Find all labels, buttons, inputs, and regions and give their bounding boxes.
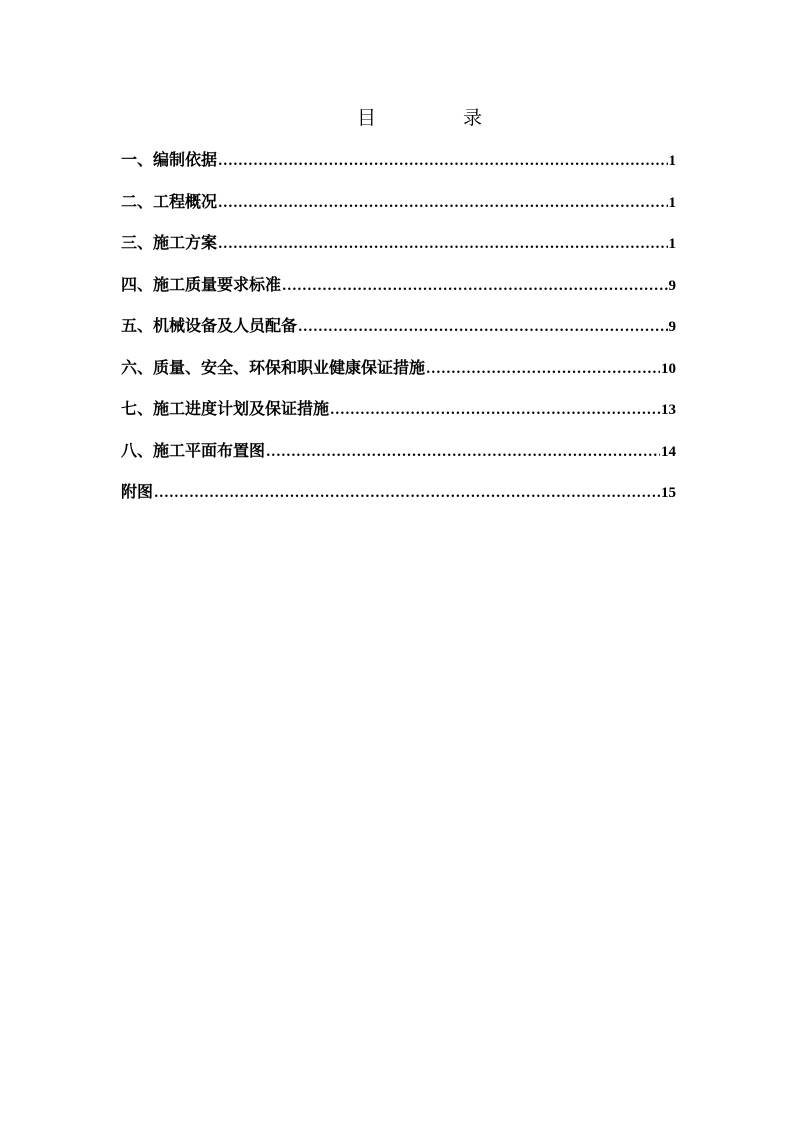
toc-dot-leader xyxy=(218,191,667,217)
toc-entry-label: 四、施工质量要求标准 xyxy=(121,274,282,294)
toc-entry-4[interactable] xyxy=(121,272,676,314)
toc-page-number: 15 xyxy=(661,485,676,501)
toc-heading-char-1: 目 xyxy=(357,107,377,129)
toc-heading-char-2: 录 xyxy=(463,107,483,129)
toc-entry-label: 八、施工平面布置图 xyxy=(121,440,266,460)
toc-page-number: 1 xyxy=(668,236,676,252)
toc-entry-label: 三、施工方案 xyxy=(121,233,218,252)
toc-dot-leader xyxy=(266,440,660,466)
toc-entry-1[interactable] xyxy=(121,147,676,189)
toc-page-number: 10 xyxy=(661,360,676,377)
toc-dot-leader xyxy=(298,315,667,341)
toc-page-number: 1 xyxy=(668,153,676,169)
toc-entry-label: 附图 xyxy=(121,482,154,501)
toc-page-number: 13 xyxy=(661,402,676,418)
toc-list xyxy=(121,147,676,521)
toc-entry-6[interactable] xyxy=(121,355,676,397)
toc-entry-label: 七、施工进度计划及保证措施 xyxy=(121,399,330,418)
toc-page-number: 14 xyxy=(661,443,676,460)
toc-page-number: 9 xyxy=(668,319,676,335)
toc-entry-3[interactable] xyxy=(121,230,676,272)
toc-entry-label: 六、质量、安全、环保和职业健康保证措施 xyxy=(121,357,426,377)
toc-dot-leader xyxy=(154,481,660,507)
toc-entry-7[interactable] xyxy=(121,396,676,438)
toc-page-number: 1 xyxy=(668,194,676,211)
toc-dot-leader xyxy=(282,274,667,300)
toc-entry-8[interactable] xyxy=(121,438,676,480)
toc-entry-label: 五、机械设备及人员配备 xyxy=(121,316,298,335)
toc-entry-9[interactable] xyxy=(121,479,676,521)
toc-heading xyxy=(0,104,794,132)
toc-dot-leader xyxy=(330,398,660,424)
toc-entry-2[interactable] xyxy=(121,189,676,231)
toc-entry-label: 一、编制依据 xyxy=(121,150,218,169)
toc-page-number: 9 xyxy=(668,277,676,294)
toc-dot-leader xyxy=(218,232,667,258)
toc-entry-5[interactable] xyxy=(121,313,676,355)
toc-entry-label: 二、工程概况 xyxy=(121,191,218,211)
toc-dot-leader xyxy=(426,357,660,383)
toc-dot-leader xyxy=(218,149,667,175)
